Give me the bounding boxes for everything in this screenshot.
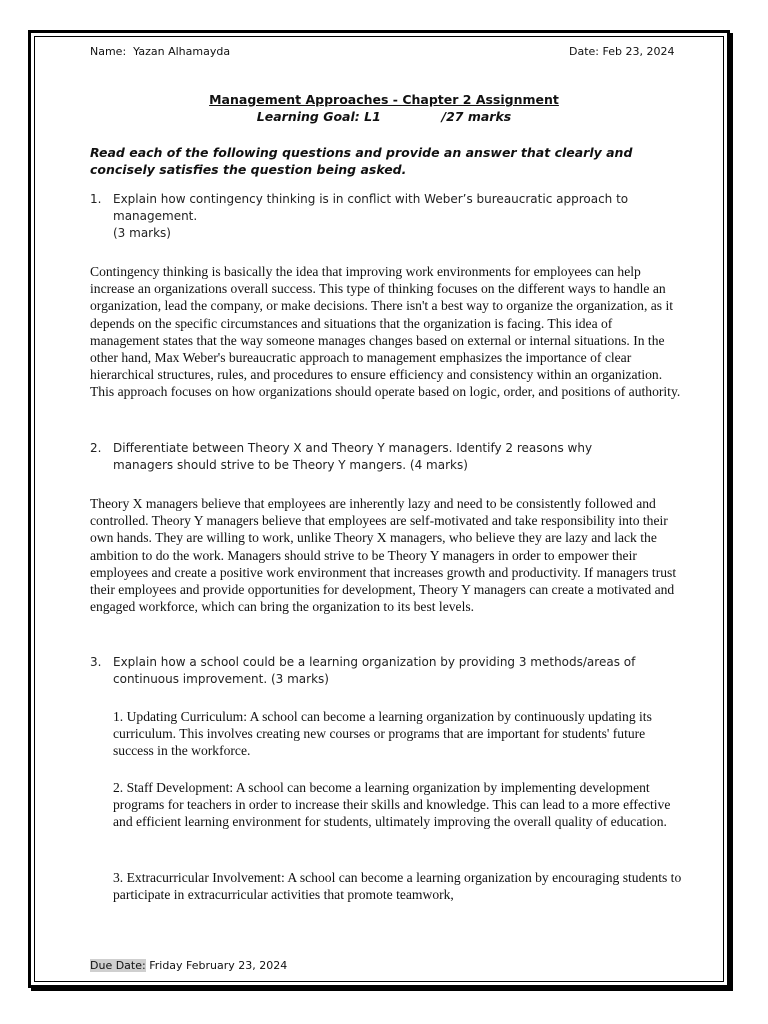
answer-3-item-1: 1. Updating Curriculum: A school can become a learning organization by continuously updating its curriculum. This involves creating new courses or programs that are important for students' future success in the workforce.: [113, 709, 652, 759]
question-line: (3 marks): [113, 226, 171, 240]
name-label: Name:: [90, 45, 127, 58]
question-line: management.: [113, 209, 198, 223]
question-1: [0, 191, 768, 251]
date-label: Date:: [569, 45, 599, 58]
question-number: 1.: [90, 192, 102, 206]
answer-3-item-3: 3. Extracurricular Involvement: A school can become a learning organization by encouraging students to participate in extracurricular activities that promote teamwork,: [113, 870, 682, 903]
date-value: Feb 23, 2024: [602, 45, 675, 58]
assignment-title: [0, 92, 768, 107]
answer-3-item-2: 2. Staff Development: A school can become a learning organization by implementing development programs for teachers in order to increase their skills and knowledge. This can lead to a more effective and efficient learning environment for students, ultimately improving the overall quality of education.: [113, 780, 671, 830]
question-line: managers should strive to be Theory Y mangers. (4 marks): [113, 458, 468, 472]
question-3: [0, 654, 768, 694]
question-line: Explain how contingency thinking is in conflict with Weber’s bureaucratic approach to: [113, 192, 629, 206]
total-marks: /27 marks: [441, 109, 512, 124]
due-date: [90, 959, 287, 972]
question-number: 2.: [90, 441, 102, 455]
learning-goal-line: [0, 109, 768, 124]
name-value: Yazan Alhamayda: [133, 45, 231, 58]
question-line: Explain how a school could be a learning organization by providing 3 methods/areas of: [113, 655, 636, 669]
assignment-date: [569, 45, 674, 58]
title-main: Management Approaches - Chapter 2 Assignment: [209, 92, 559, 107]
learning-goal: Learning Goal: L1: [256, 109, 381, 124]
answer-2: Theory X managers believe that employees are inherently lazy and need to be consistently followed and controlled. Theory Y managers believe that employees are self-motivated and take responsibility into their own hands. They are willing to work, unlike Theory X managers, who believe they are lazy and lack the ambition to do the work. Managers should strive to be Theory Y managers in order to empower their employees and create a positive work environment that increases growth and productivity. If managers trust their employees and provide opportunities for development, Theory Y managers can create a motivated and engaged workforce, which can bring the organization to its best levels.: [90, 496, 677, 615]
answer-1: Contingency thinking is basically the idea that improving work environments for employees can help increase an organizations overall success. This type of thinking focuses on the different ways to handle an organization, lead the company, or make decisions. There isn't a best way to organize the organization, as it depends on the specific circumstances and situations that the organization is facing. This idea of management states that the way someone manages changes based on external or internal situations. In the other hand, Max Weber's bureaucratic approach to management emphasizes the importance of clear hierarchical structures, rules, and procedures to ensure efficiency and consistency within an organization. This approach focuses on how organizations should operate based on logic, order, and positions of authority.: [90, 264, 681, 400]
student-name: [90, 45, 230, 58]
due-date-label: Due Date:: [90, 959, 146, 972]
question-number: 3.: [90, 655, 102, 669]
question-2: [0, 440, 768, 480]
due-date-value: Friday February 23, 2024: [149, 959, 288, 972]
question-line: Differentiate between Theory X and Theory Y managers. Identify 2 reasons why: [113, 441, 593, 455]
question-line: continuous improvement. (3 marks): [113, 672, 329, 686]
instructions: Read each of the following questions and provide an answer that clearly and concisely satisfies the question being asked.: [90, 145, 633, 177]
